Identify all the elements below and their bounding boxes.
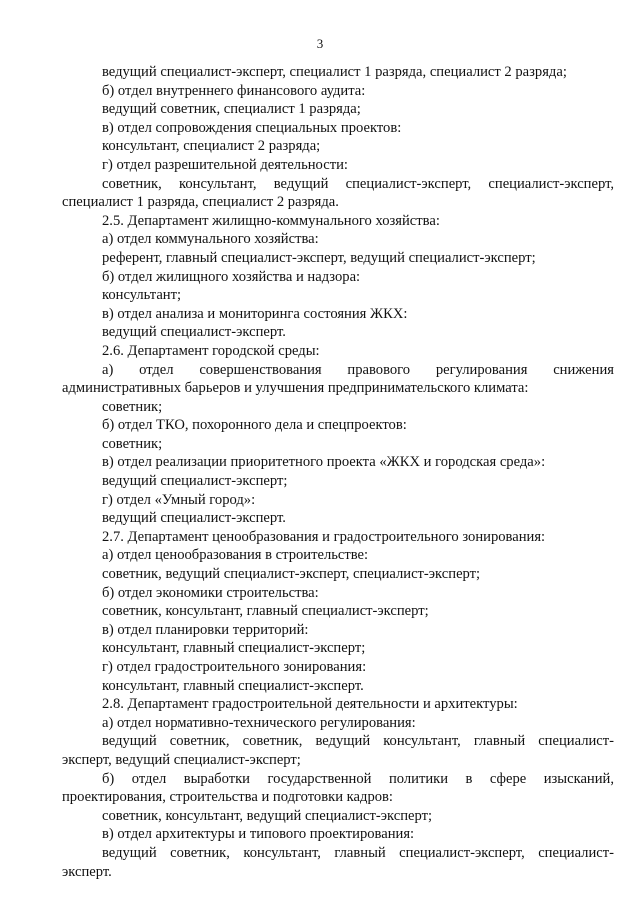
text-line: референт, главный специалист-эксперт, ведущий специалист-эксперт; bbox=[102, 249, 536, 266]
text-line: советник; bbox=[102, 398, 163, 415]
text-line: б) отдел жилищного хозяйства и надзора: bbox=[102, 268, 361, 285]
text-line: в) отдел реализации приоритетного проекта «ЖКХ и городская среда»: bbox=[102, 454, 546, 471]
text-line: в) отдел сопровождения специальных проектов: bbox=[102, 119, 402, 136]
text-line: 2.6. Департамент городской среды: bbox=[102, 342, 320, 359]
text-line: б) отдел внутреннего финансового аудита: bbox=[102, 82, 366, 99]
text-line: советник, ведущий специалист-эксперт, специалист-эксперт; bbox=[102, 566, 481, 583]
text-line: 2.8. Департамент градостроительной деятельности и архитектуры: bbox=[102, 696, 518, 713]
text-line: советник, консультант, ведущий специалист-эксперт; bbox=[102, 807, 433, 824]
text-line: г) отдел «Умный город»: bbox=[102, 491, 256, 508]
text-line: советник, консультант, главный специалист-эксперт; bbox=[102, 603, 429, 620]
text-line: 2.5. Департамент жилищно-коммунального хозяйства: bbox=[102, 212, 440, 229]
text-line: ведущий специалист-эксперт; bbox=[102, 473, 288, 490]
text-line: в) отдел архитектуры и типового проектирования: bbox=[102, 826, 415, 843]
text-line: ведущий советник, советник, ведущий консультант, главный специалист- bbox=[102, 733, 614, 750]
text-line: а) отдел ценообразования в строительстве: bbox=[102, 547, 369, 564]
text-line: б) отдел ТКО, похоронного дела и спецпроектов: bbox=[102, 417, 407, 434]
text-line: ведущий специалист-эксперт. bbox=[102, 510, 286, 527]
text-line: консультант, главный специалист-эксперт; bbox=[102, 640, 366, 657]
text-line: 2.7. Департамент ценообразования и градостроительного зонирования: bbox=[102, 528, 546, 545]
text-line: ведущий специалист-эксперт, специалист 1 разряда, специалист 2 разряда; bbox=[102, 64, 567, 80]
text-line: г) отдел разрешительной деятельности: bbox=[102, 156, 348, 173]
text-line: эксперт, ведущий специалист-эксперт; bbox=[62, 751, 301, 768]
text-line: б) отдел экономики строительства: bbox=[102, 584, 319, 601]
text-line: б) отдел выработки государственной политики в сфере изысканий, bbox=[102, 770, 614, 787]
text-line: ведущий советник, консультант, главный специалист-эксперт, специалист- bbox=[102, 844, 614, 861]
text-line: а) отдел совершенствования правового регулирования снижения bbox=[102, 361, 614, 378]
text-line: а) отдел нормативно-технического регулирования: bbox=[102, 714, 416, 731]
text-line: ведущий советник, специалист 1 разряда; bbox=[102, 101, 361, 118]
text-line: эксперт. bbox=[62, 863, 112, 880]
text-line: административных барьеров и улучшения предпринимательского климата: bbox=[62, 380, 529, 397]
text-line: специалист 1 разряда, специалист 2 разряда. bbox=[62, 194, 339, 211]
text-line: консультант, специалист 2 разряда; bbox=[102, 138, 321, 155]
text-line: консультант, главный специалист-эксперт. bbox=[102, 677, 364, 694]
text-line: проектирования, строительства и подготовки кадров: bbox=[62, 789, 393, 806]
text-line: а) отдел коммунального хозяйства: bbox=[102, 231, 319, 248]
text-line: советник, консультант, ведущий специалист-эксперт, специалист-эксперт, bbox=[102, 175, 614, 192]
page-number: 3 bbox=[316, 36, 324, 51]
text-line: консультант; bbox=[102, 287, 182, 304]
text-line: в) отдел планировки территорий: bbox=[102, 621, 309, 638]
text-line: г) отдел градостроительного зонирования: bbox=[102, 659, 367, 675]
document-body bbox=[62, 63, 614, 881]
text-line: в) отдел анализа и мониторинга состояния ЖКХ: bbox=[102, 305, 408, 322]
text-line: ведущий специалист-эксперт. bbox=[102, 324, 286, 341]
text-line: советник; bbox=[102, 435, 163, 452]
